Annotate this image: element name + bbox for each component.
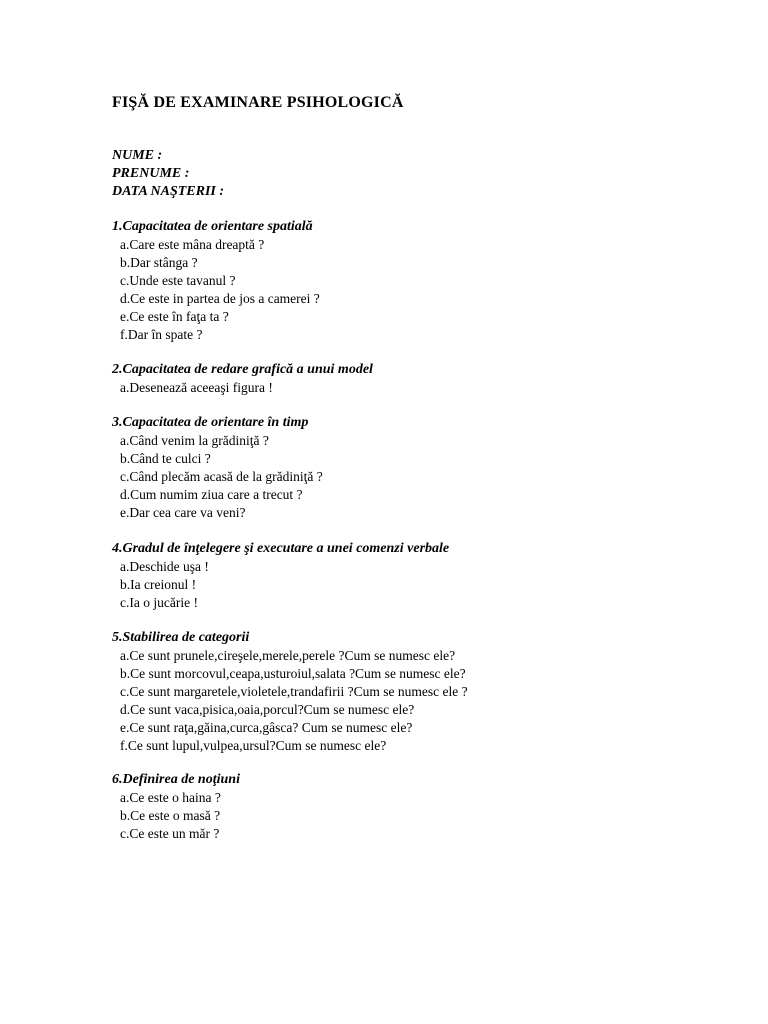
question-item: c.Ce este un măr ? bbox=[120, 826, 220, 841]
question-item: b.Ce sunt morcovul,ceapa,usturoiul,salata ?Cum se numesc ele? bbox=[120, 666, 466, 681]
section-comenzi-verbale bbox=[112, 540, 449, 612]
field-prenume: PRENUME : bbox=[112, 166, 190, 181]
section-orientare-timp bbox=[112, 414, 323, 522]
section-definirea-notiuni bbox=[112, 771, 240, 843]
field-data-nasterii: DATA NAŞTERII : bbox=[112, 184, 225, 199]
identity-fields bbox=[112, 147, 224, 201]
question-item: f.Dar în spate ? bbox=[120, 327, 203, 342]
question-item: f.Ce sunt lupul,vulpea,ursul?Cum se numesc ele? bbox=[120, 738, 387, 753]
question-item: c.Când plecăm acasă de la grădiniţă ? bbox=[120, 469, 323, 484]
section-redare-grafica bbox=[112, 361, 373, 397]
section-stabilirea-categorii bbox=[112, 629, 468, 755]
question-item: d.Cum numim ziua care a trecut ? bbox=[120, 487, 303, 502]
question-item: a.Ce sunt prunele,cireşele,merele,perele ?Cum se numesc ele? bbox=[120, 648, 456, 663]
question-item: b.Când te culci ? bbox=[120, 451, 211, 466]
section-title: 6.Definirea de noţiuni bbox=[112, 772, 240, 787]
section-orientare-spatiala bbox=[112, 218, 320, 344]
section-title: 1.Capacitatea de orientare spatială bbox=[112, 219, 313, 234]
section-title: 3.Capacitatea de orientare în timp bbox=[112, 415, 309, 430]
question-item: d.Ce sunt vaca,pisica,oaia,porcul?Cum se numesc ele? bbox=[120, 702, 415, 717]
question-item: e.Dar cea care va veni? bbox=[120, 505, 246, 520]
section-title: 5.Stabilirea de categorii bbox=[112, 630, 250, 645]
question-item: b.Ia creionul ! bbox=[120, 577, 197, 592]
question-item: e.Ce este în faţa ta ? bbox=[120, 309, 229, 324]
question-item: b.Ce este o masă ? bbox=[120, 808, 221, 823]
document-title: FIŞĂ DE EXAMINARE PSIHOLOGICĂ bbox=[112, 94, 404, 111]
question-item: c.Unde este tavanul ? bbox=[120, 273, 236, 288]
question-item: c.Ce sunt margaretele,violetele,trandafirii ?Cum se numesc ele ? bbox=[120, 684, 468, 699]
question-item: e.Ce sunt raţa,găina,curca,gâsca? Cum se numesc ele? bbox=[120, 720, 413, 735]
question-item: a.Deschide uşa ! bbox=[120, 559, 209, 574]
field-nume: NUME : bbox=[112, 148, 163, 163]
question-item: a.Desenează aceeaşi figura ! bbox=[120, 380, 273, 395]
question-item: b.Dar stânga ? bbox=[120, 255, 198, 270]
question-item: d.Ce este in partea de jos a camerei ? bbox=[120, 291, 320, 306]
question-item: a.Ce este o haina ? bbox=[120, 790, 221, 805]
question-item: c.Ia o jucărie ! bbox=[120, 595, 198, 610]
section-title: 4.Gradul de înţelegere şi executare a unei comenzi verbale bbox=[112, 541, 450, 556]
question-item: a.Care este mâna dreaptă ? bbox=[120, 237, 265, 252]
section-title: 2.Capacitatea de redare grafică a unui model bbox=[112, 362, 373, 377]
question-item: a.Când venim la grădiniţă ? bbox=[120, 433, 269, 448]
